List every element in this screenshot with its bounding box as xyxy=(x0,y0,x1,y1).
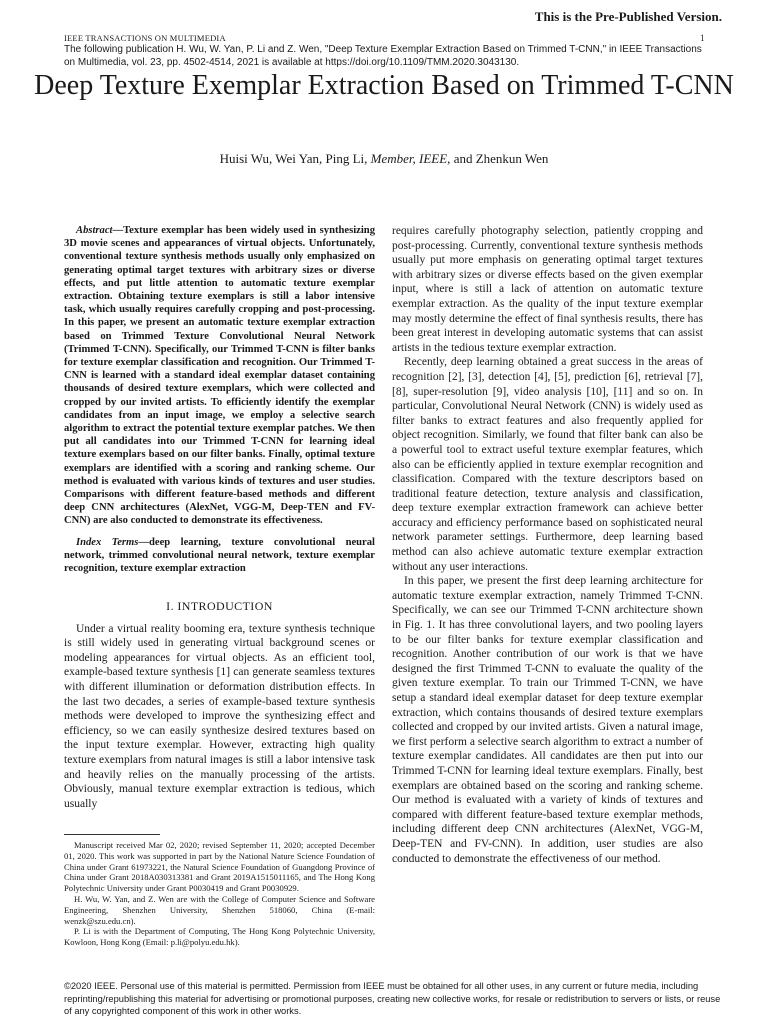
paper-title: Deep Texture Exemplar Extraction Based on Trimmed T-CNN xyxy=(34,70,734,101)
author-line xyxy=(0,151,768,167)
footnote: Manuscript received Mar 02, 2020; revised September 11, 2020; accepted December 01, 2020. This work was supported in part by the National Nature Science Foundation of China under Grant 61973221, the Natural Science Foundation of Guangdong Province of China under Grant 2018A030313381 and Grant 2019A1515011165, and The Hong Kong Polytechnic University under Grant P0030419 and Grant P0030929. xyxy=(64,840,375,894)
intro-paragraph: Recently, deep learning obtained a great success in the areas of recognition [2], [3], detection [4], [5], prediction [6], retrieval [7], [8], super-resolution [9], video analysis [10], [11] and so on. In particular, Convolutional Neural Network (CNN) is widely used as filter banks to extract features and also frequently applied for object recognition. Similarly, we found that filter bank can also be a powerful tool to extract useful texture exemplar features, which also can be efficiently applied in texture exemplar recognition and classification. Compared with the texture descriptors based on traditional feature detection, texture analysis and classification, deep texture exemplar extraction framework can achieve better accuracy and efficiency performance based on sophisticated neural network parameter settings. Furthermore, deep learning based method can also achieve automatic texture exemplar extraction without any user interactions. xyxy=(392,356,703,573)
left-column xyxy=(64,224,375,811)
intro-paragraph: In this paper, we present the first deep learning architecture for automatic texture exemplar extraction, namely Trimmed T-CNN. Specifically, we can see our Trimmed T-CNN architecture shown in Fig. 1. It has three convolutional layers, and two pooling layers to be our filter banks for texture exemplar classification and recognition. Another contribution of our work is that we have designed the first Trimmed T-CNN to evaluate the quality of the given texture exemplar. To train our Trimmed T-CNN, we have setup a standard ideal exemplar dataset for deep texture exemplar extraction, which contains thousands of desired texture exemplars collected and cropped by our invited artists. Given a natural image, we first perform a selective search algorithm to extract a number of texture exemplar candidates. All candidates are then put into our Trimmed T-CNN for learning ideal texture exemplars. Finally, best exemplars are obtained based on the scoring and ranking scheme. Our method is evaluated with a variety of kinds of textures and compared with different feature-based texture exemplar methods, including different deep CNN architectures (AlexNet, VGG-M, Deep-TEN and FV-CNN). In addition, user studies are also conducted to demonstrate the effectiveness of our method. xyxy=(392,575,703,865)
footnote-rule xyxy=(64,834,160,835)
section-heading: I. INTRODUCTION xyxy=(166,599,273,614)
author-last: and Zhenkun Wen xyxy=(453,151,549,166)
intro-paragraph: requires carefully photography selection, patiently cropping and post-processing. Currently, conventional texture synthesis methods usually put more emphasis on generating optimal target textures with arbitrary sizes or diverse effects based on the given exemplar input, where is still a lack of attention on automatic texture exemplar extraction. As the quality of the input texture exemplar may mostly determine the effect of final synthesis results, there has been great interest in developing automatic systems that can assist artists in the tedious texture exemplar extraction. xyxy=(392,225,703,354)
abstract xyxy=(64,224,375,528)
author-names: Huisi Wu, Wei Yan, Ping Li, xyxy=(219,151,368,166)
index-terms-text: —deep learning, texture convolutional neural network, trimmed convolutional neural network, texture exemplar recognition, texture exemplar extraction xyxy=(64,536,375,575)
right-column xyxy=(392,224,703,866)
abstract-label: Abstract xyxy=(76,225,113,236)
author-membership: Member, IEEE, xyxy=(370,151,451,166)
journal-name: IEEE TRANSACTIONS ON MULTIMEDIA xyxy=(64,33,226,43)
page-number: 1 xyxy=(700,33,705,43)
citation-notice: The following publication H. Wu, W. Yan, P. Li and Z. Wen, "Deep Texture Exemplar Extraction Based on Trimmed T-CNN," in IEEE Transactions on Multimedia, vol. 23, pp. 4502-4514, 2021 is available at https://doi.org/10.1109/TMM.2020.3043130. xyxy=(64,44,702,68)
prepublished-notice: This is the Pre-Published Version. xyxy=(534,9,722,24)
abstract-text: —Texture exemplar has been widely used in synthesizing 3D movie scenes and appearances of virtual objects. Unfortunately, conventional texture synthesis methods usually only emphasized on generating optimal target textures with arbitrary sizes or diverse effects, and put little attention to automatic texture exemplar extraction. Obtaining texture exemplars is still a labor intensive task, which usually requires carefully cropping and post-processing. In this paper, we present an automatic texture exemplar extraction based on Trimmed Texture Convolutional Neural Network (Trimmed T-CNN). Specifically, our Trimmed T-CNN is filter banks for texture exemplar classification and recognition. Our Trimmed T-CNN is learned with a standard ideal exemplar dataset containing thousands of desired texture exemplars, which were collected and cropped by our invited artists. To efficiently identify the exemplar candidates from an input image, we employ a selective search algorithm to extract the potential texture exemplar patches. We then put all candidates into our Trimmed T-CNN for learning ideal texture exemplars based on our filter banks. Finally, optimal texture exemplars are identified with a scoring and ranking scheme. Our method is evaluated with various kinds of textures and user studies. Comparisons with different feature-based methods and different deep CNN architectures (AlexNet, VGG-M, Deep-TEN and FV-CNN) are also conducted to demonstrate its effectiveness. xyxy=(64,225,375,527)
footnote: P. Li is with the Department of Computing, The Hong Kong Polytechnic University, Kowloon, Hong Kong (Email: p.li@polyu.edu.hk). xyxy=(64,926,375,948)
footnote: H. Wu, W. Yan, and Z. Wen are with the College of Computer Science and Software Engineering, Shenzhen University, Shenzhen 518060, China (E-mail: wenzk@szu.edu.cn). xyxy=(64,893,375,926)
copyright-notice: ©2020 IEEE. Personal use of this material is permitted. Permission from IEEE must be obtained for all other uses, in any current or future media, including reprinting/republishing this material for advertising or promotional purposes, creating new collective works, for resale or redistribution to servers or lists, or reuse of any copyrighted component of this work in other works. xyxy=(64,981,721,1016)
index-terms-label: Index Terms xyxy=(76,536,139,548)
index-terms xyxy=(64,536,375,576)
footnotes xyxy=(64,840,375,948)
intro-paragraph: Under a virtual reality booming era, texture synthesis technique is still widely used in generating virtual background scenes or modeling appearances for virtual objects. As an efficient tool, example-based texture synthesis [1] can generate seamless textures with different illumination or deformation distribution effects. In the last two decades, a series of example-based texture synthesis methods were developed to improve the synthesizing effect and efficiency, so we can easily synthesize desired textures based on the input texture exemplar. However, extracting high quality texture exemplars from natural images is still a labor intensive task and heavily relies on the manually processing of the artists. Obviously, manual texture exemplar extraction is tedious, which usually xyxy=(64,622,375,810)
